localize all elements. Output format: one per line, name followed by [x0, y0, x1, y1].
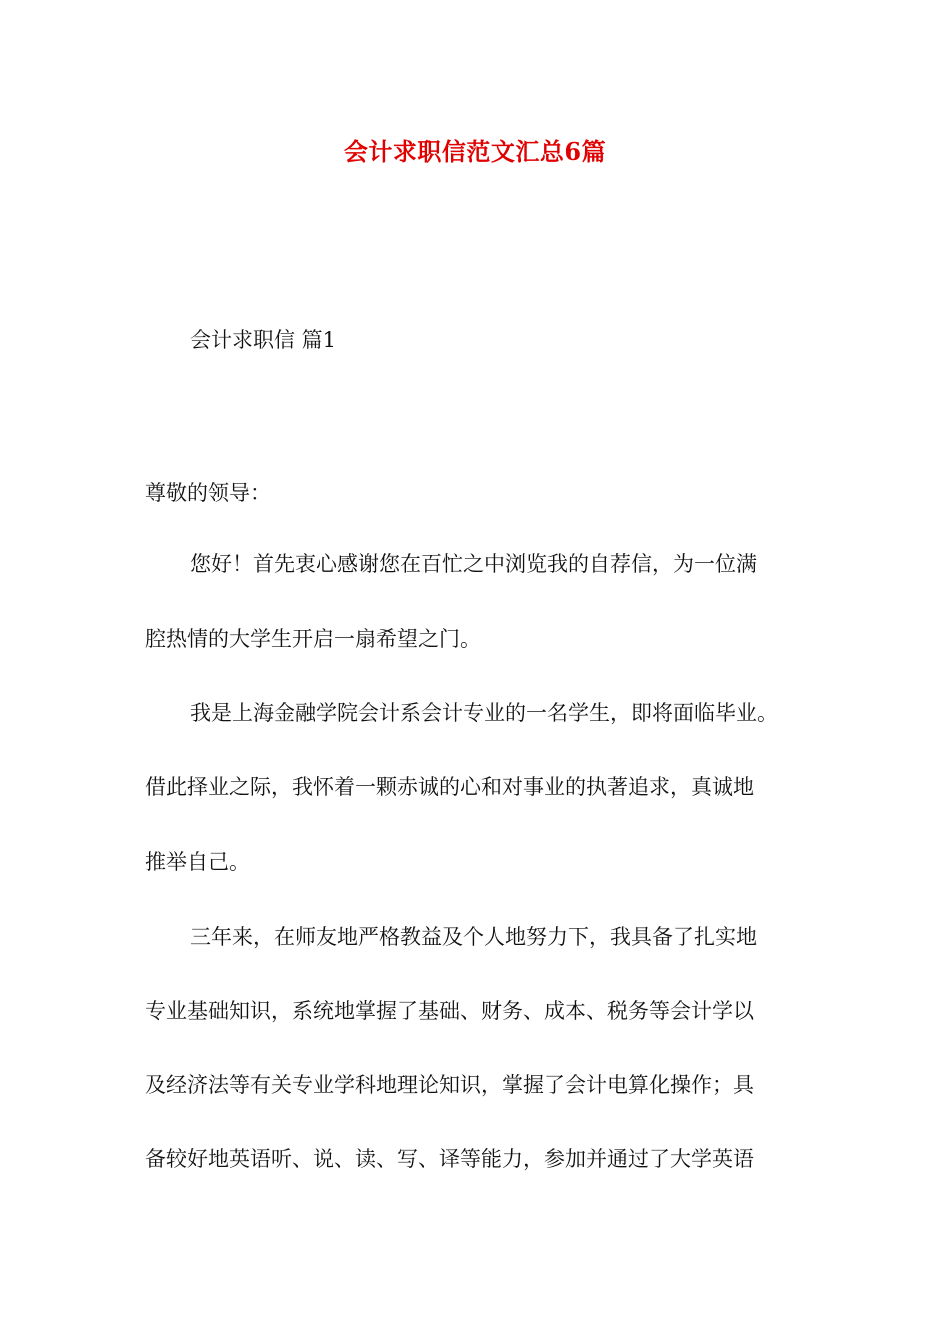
paragraph-line: 腔热情的大学生开启一扇希望之门。 — [145, 627, 481, 651]
paragraph-line: 您好！首先衷心感谢您在百忙之中浏览我的自荐信，为一位满 — [190, 552, 757, 576]
paragraph-line: 借此择业之际，我怀着一颗赤诚的心和对事业的执著追求，真诚地 — [145, 775, 754, 799]
section-heading: 会计求职信 篇1 — [190, 328, 337, 352]
document-title: 会计求职信范文汇总6篇 — [343, 137, 607, 166]
salutation: 尊敬的领导： — [145, 481, 271, 505]
paragraph-line: 三年来，在师友地严格教益及个人地努力下，我具备了扎实地 — [190, 925, 757, 949]
paragraph-line: 推举自己。 — [145, 850, 250, 874]
paragraph-line: 备较好地英语听、说、读、写、译等能力，参加并通过了大学英语 — [145, 1147, 754, 1171]
paragraph-line: 我是上海金融学院会计系会计专业的一名学生，即将面临毕业。 — [190, 701, 778, 725]
paragraph-line: 及经济法等有关专业学科地理论知识，掌握了会计电算化操作；具 — [145, 1073, 754, 1097]
paragraph-line: 专业基础知识，系统地掌握了基础、财务、成本、税务等会计学以 — [145, 999, 754, 1023]
